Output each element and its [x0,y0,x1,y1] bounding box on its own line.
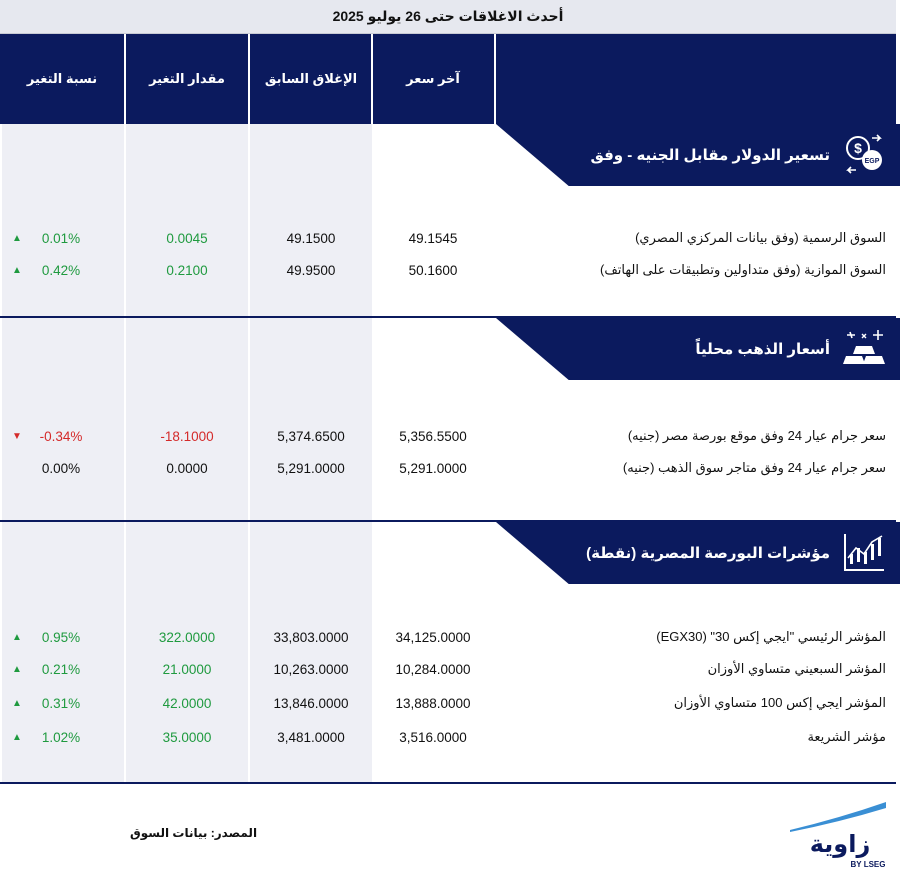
up-arrow-icon: ▲ [12,232,22,244]
table-row [0,257,896,283]
header-divider [494,34,496,124]
last-price: 3,516.0000 [399,729,467,745]
last-price: 5,291.0000 [399,460,467,476]
row-label: المؤشر الرئيسي "ايجي إكس 30" (EGX30) [656,629,886,644]
change-value: 42.0000 [162,695,212,711]
change-value: 0.2100 [166,262,208,278]
row-label: مؤشر الشريعة [807,729,886,744]
gold-bars-icon [842,326,886,370]
up-arrow-icon: ▲ [12,631,22,643]
last-price: 10,284.0000 [395,661,471,677]
last-price: 13,888.0000 [395,695,471,711]
up-arrow-icon: ▲ [12,663,22,675]
prev-close: 5,374.6500 [277,428,345,444]
table-row [0,724,896,750]
table-row [0,225,896,251]
row-label: المؤشر السبعيني متساوي الأوزان [707,661,886,676]
page-title: أحدث الاغلاقات حتى 26 يوليو 2025 [0,0,896,34]
header-divider [371,34,373,124]
header-divider [124,34,126,124]
section-title-egx: مؤشرات البورصة المصرية (نقطة) [586,545,830,562]
last-price: 5,356.5500 [399,428,467,444]
percent-change: 0.95% [41,629,81,645]
percent-change: 0.42% [41,262,81,278]
percent-change: 0.31% [41,695,81,711]
row-label: سعر جرام عيار 24 وفق موقع بورصة مصر (جنيه) [627,428,886,443]
table-row [0,656,896,682]
table-row [0,455,896,481]
last-price: 50.1600 [408,262,458,278]
prev-close: 10,263.0000 [273,661,349,677]
header-divider [248,34,250,124]
prev-close: 13,846.0000 [273,695,349,711]
row-label: السوق الرسمية (وفق بيانات المركزي المصري) [635,230,886,245]
change-column-bg [126,124,248,782]
svg-text:EGP: EGP [864,158,880,165]
stock-chart-icon [842,530,886,574]
up-arrow-icon: ▲ [12,731,22,743]
row-label: سعر جرام عيار 24 وفق متاجر سوق الذهب (جنيه) [622,460,886,475]
header-change: مقدار التغير [149,71,225,86]
row-label: السوق الموازية (وفق متداولين وتطبيقات على الهاتف) [600,262,886,277]
percent-change: -0.34% [39,428,83,444]
zawya-logo [790,800,890,872]
footer-divider [0,782,896,784]
change-value: 21.0000 [162,661,212,677]
change-value: 35.0000 [162,729,212,745]
header-percent-change: نسبة التغير [26,71,98,86]
row-label: المؤشر ايجي إكس 100 متساوي الأوزان [673,695,886,710]
percent-change: 0.21% [41,661,81,677]
prev-close: 5,291.0000 [277,460,345,476]
last-price: 49.1545 [408,230,458,246]
percent-change: 0.00% [41,460,81,476]
prev-close: 3,481.0000 [277,729,345,745]
up-arrow-icon: ▲ [12,264,22,276]
down-arrow-icon: ▼ [12,430,22,442]
table-row [0,690,896,716]
prev-close: 33,803.0000 [273,629,349,645]
change-value: 0.0000 [166,460,208,476]
source-note: المصدر: بيانات السوق [130,826,258,840]
header-prev-close: الإغلاق السابق [264,71,358,86]
svg-text:$: $ [854,140,862,156]
change-value: 0.0045 [166,230,208,246]
dollar-egp-exchange-icon [842,132,886,176]
header-last-price: آخر سعر [406,71,460,86]
table-row [0,423,896,449]
prev-close-column-bg [250,124,372,782]
table-header [0,34,896,124]
table-row [0,624,896,650]
prev-close: 49.9500 [286,262,336,278]
percent-column-bg [2,124,124,782]
up-arrow-icon: ▲ [12,697,22,709]
section-title-gold: أسعار الذهب محلياً [695,341,830,358]
last-price: 34,125.0000 [395,629,471,645]
change-value: 322.0000 [158,629,216,645]
section-title-usd: تسعير الدولار مقابل الجنيه - وفق [590,147,830,164]
svg-text:زاوية: زاوية [809,830,871,858]
change-value: -18.1000 [160,428,214,444]
percent-change: 1.02% [41,729,81,745]
svg-text:BY LSEG: BY LSEG [850,860,886,869]
prev-close: 49.1500 [286,230,336,246]
percent-change: 0.01% [41,230,81,246]
